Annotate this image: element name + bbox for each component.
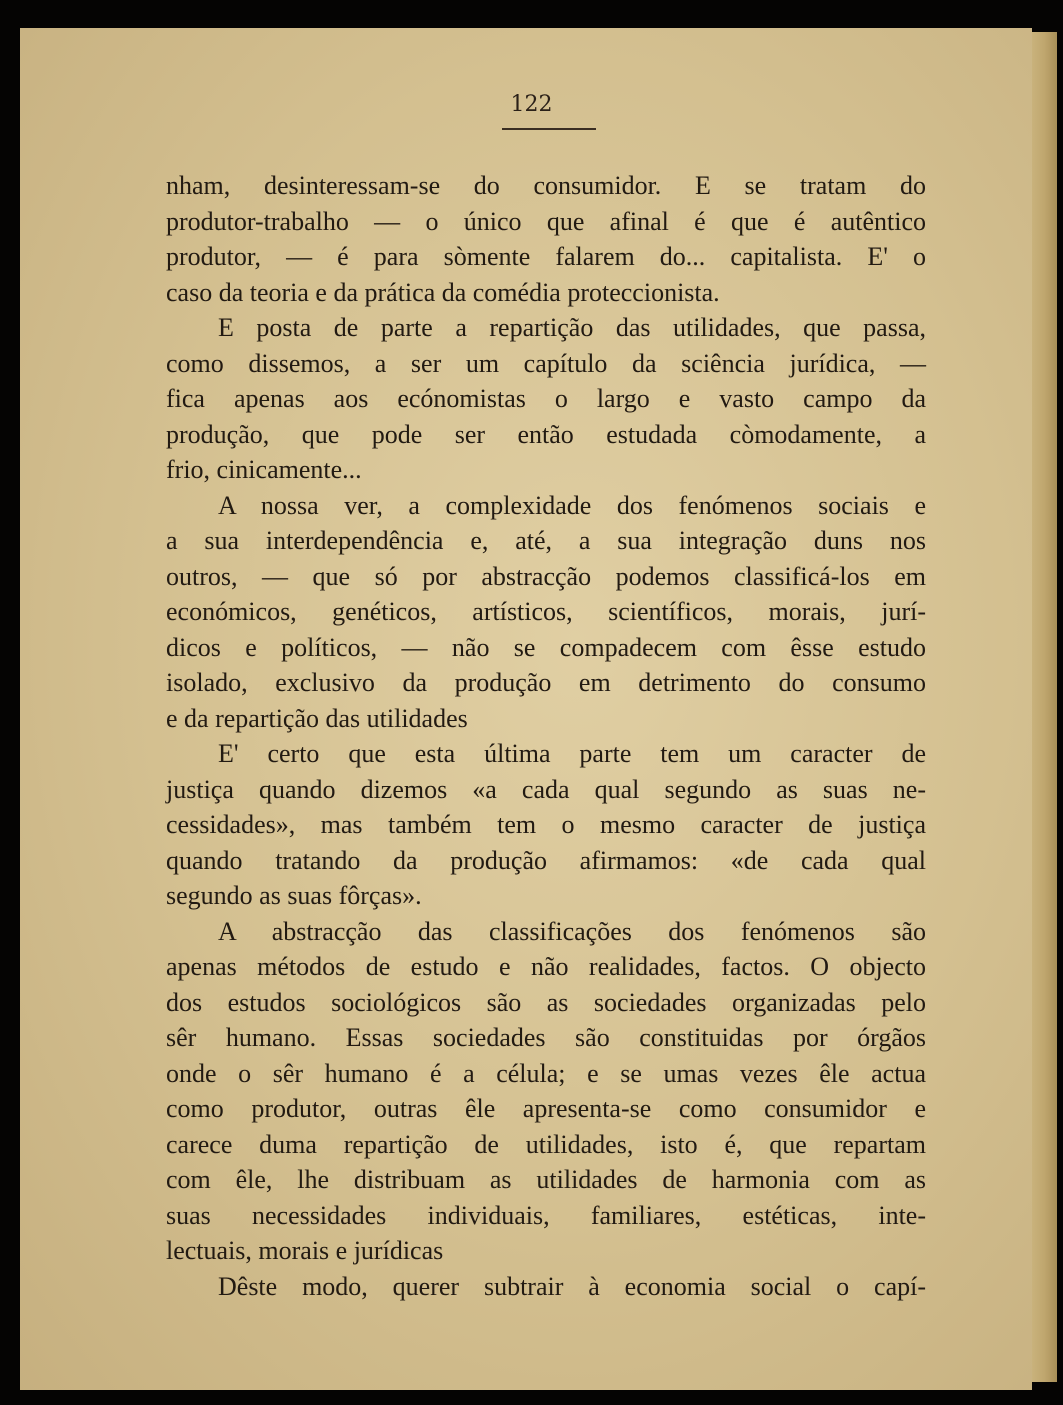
text-line: cessidades», mas também tem o mesmo caracter de justiça [166, 810, 926, 839]
text-line: A abstracção das classificações dos fenómenos são [218, 916, 926, 946]
text-line: com êle, lhe distribuam as utilidades de harmonia com as [166, 1165, 926, 1194]
body-text [166, 168, 926, 1304]
text-line: onde o sêr humano é a célula; e se umas vezes êle actua [166, 1058, 926, 1088]
text-line: fica apenas aos ecónomistas o largo e vasto campo da [166, 384, 926, 413]
page-number-rule [502, 128, 596, 130]
text-line: Dêste modo, querer subtrair à economia social o capí- [218, 1271, 926, 1301]
text-line: produtor-trabalho — o único que afinal é que é autêntico [166, 206, 926, 236]
text-line: suas necessidades individuais, familiares, estéticas, inte- [166, 1200, 926, 1230]
text-line: dos estudos sociológicos são as sociedades organizadas pelo [166, 987, 926, 1017]
text-line: produtor, — é para sòmente falarem do... capitalista. E' o [166, 242, 926, 271]
page-edge-stack [1032, 32, 1057, 1382]
text-line: lectuais, morais e jurídicas [166, 1236, 444, 1265]
text-line: sêr humano. Essas sociedades são constituidas por órgãos [166, 1023, 926, 1052]
text-line: justiça quando dizemos «a cada qual segundo as suas ne- [166, 774, 926, 804]
text-line: e da repartição das utilidades [166, 703, 468, 733]
text-line: quando tratando da produção afirmamos: «de cada qual [166, 845, 926, 875]
text-line: carece duma repartição de utilidades, isto é, que repartam [166, 1129, 926, 1159]
text-line: segundo as suas fôrças». [166, 881, 422, 910]
text-line: frio, cinicamente... [166, 455, 362, 484]
text-line: a sua interdependência e, até, a sua integração duns nos [166, 526, 926, 555]
text-line: isolado, exclusivo da produção em detrimento do consumo [166, 668, 926, 697]
text-line: caso da teoria e da prática da comédia proteccionista. [166, 277, 720, 307]
text-line: E posta de parte a repartição das utilidades, que passa, [218, 313, 926, 342]
text-line: dicos e políticos, — não se compadecem com êsse estudo [166, 632, 926, 662]
text-line: produção, que pode ser então estudada còmodamente, a [166, 419, 926, 449]
text-line: económicos, genéticos, artísticos, scientíficos, morais, jurí- [166, 597, 926, 626]
text-line: como produtor, outras êle apresenta-se como consumidor e [166, 1094, 926, 1123]
text-line: E' certo que esta última parte tem um caracter de [218, 739, 926, 768]
text-line: apenas métodos de estudo e não realidades, factos. O objecto [166, 952, 926, 981]
text-line: nham, desinteressam-se do consumidor. E se tratam do [166, 171, 926, 200]
page-number: 122 [510, 92, 553, 117]
text-line: A nossa ver, a complexidade dos fenómenos sociais e [218, 490, 926, 520]
text-line: outros, — que só por abstracção podemos classificá-los em [166, 561, 926, 591]
text-line: como dissemos, a ser um capítulo da sciência jurídica, — [166, 348, 926, 378]
